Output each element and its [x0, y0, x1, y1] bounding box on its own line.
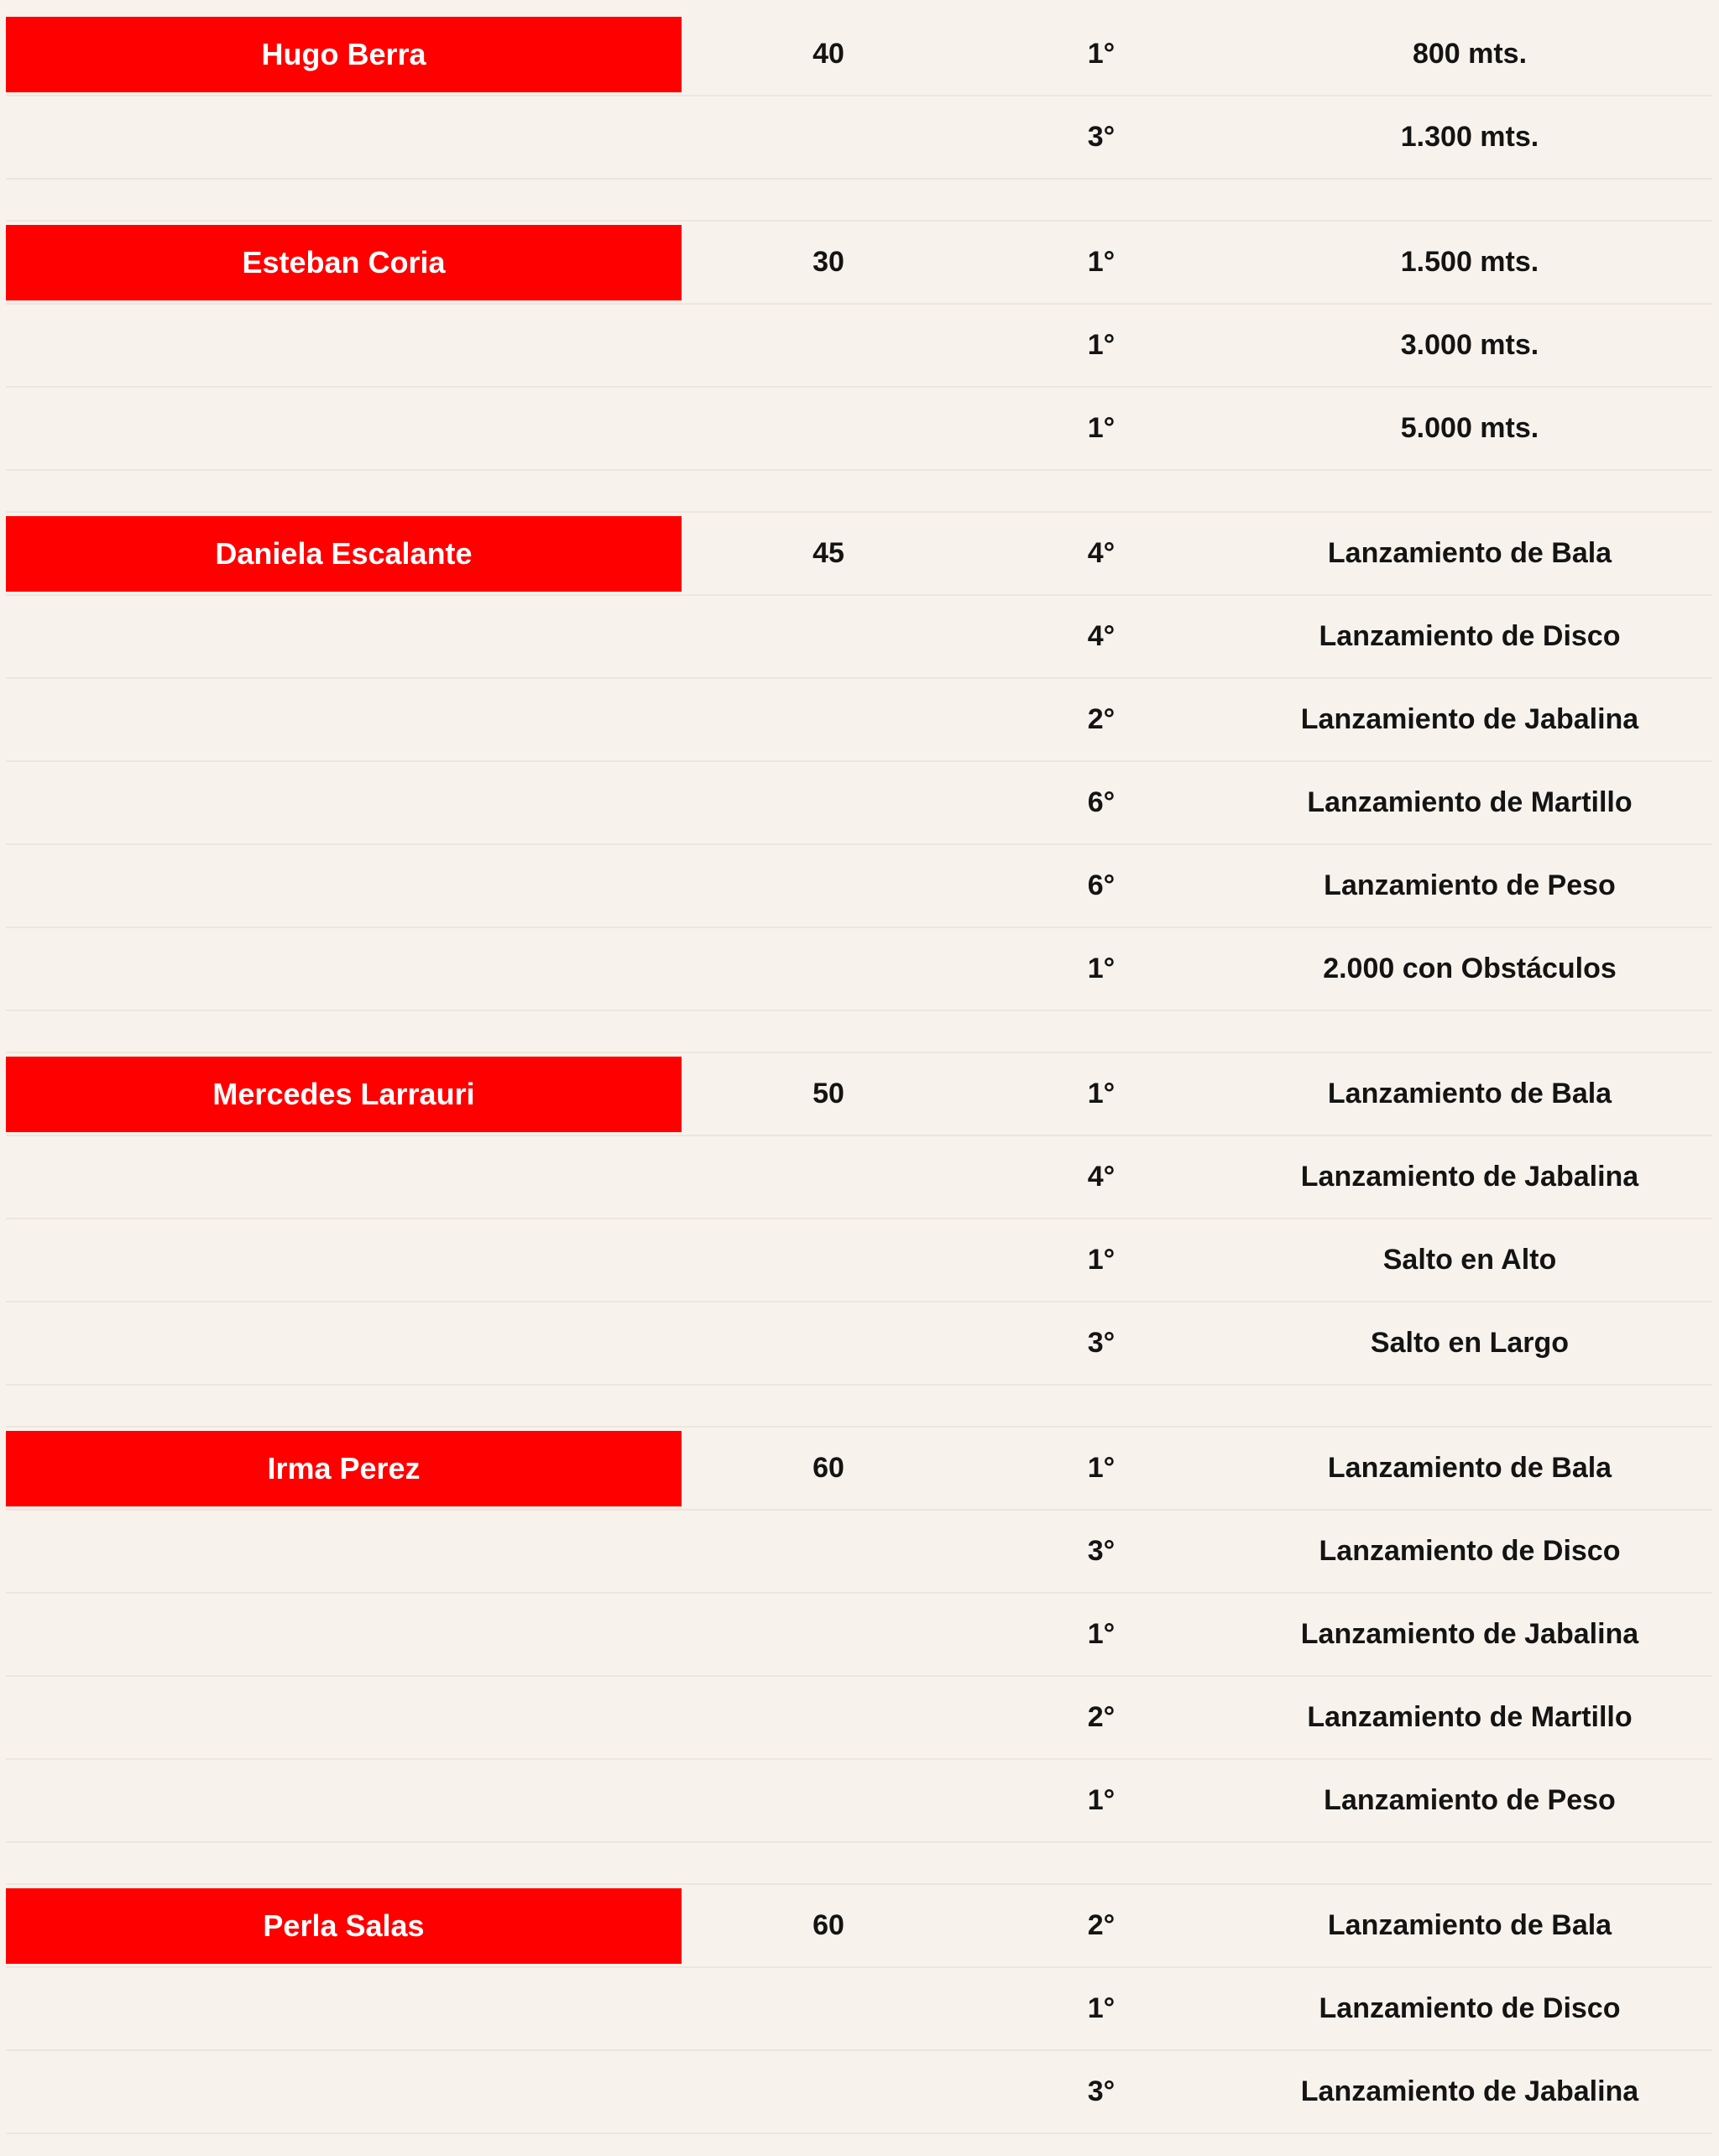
result-place: 2°: [1087, 703, 1116, 735]
empty-cell: [6, 2051, 682, 2133]
result-event: 1.500 mts.: [1400, 246, 1539, 278]
result-place: 2°: [1087, 1701, 1116, 1733]
empty-cell: [6, 1302, 682, 1384]
athlete-group: [6, 1053, 1712, 1428]
empty-cell: [6, 928, 682, 1010]
empty-cell: [682, 1219, 975, 1301]
result-event: Lanzamiento de Bala: [1327, 1078, 1612, 1109]
empty-cell: [682, 305, 975, 386]
empty-cell: [682, 596, 975, 677]
result-place: 1°: [1087, 329, 1116, 361]
empty-cell: [6, 1219, 682, 1301]
result-place: 3°: [1087, 2075, 1116, 2107]
athlete-name-cell: [6, 1053, 682, 1135]
empty-cell: [6, 596, 682, 677]
table-row: [6, 1511, 1712, 1594]
athlete-group: [6, 1428, 1712, 1885]
table-row: [6, 1136, 1712, 1219]
athlete-group: [6, 1885, 1712, 2134]
group-spacer: [6, 1386, 1712, 1428]
result-event: Lanzamiento de Bala: [1327, 537, 1612, 569]
athlete-name: Hugo Berra: [6, 17, 682, 92]
empty-cell: [6, 1968, 682, 2049]
athlete-category: 60: [812, 1909, 844, 1941]
athlete-name: Esteban Coria: [6, 225, 682, 300]
result-place: 2°: [1087, 1909, 1116, 1941]
result-event: Salto en Alto: [1382, 1244, 1557, 1276]
table-row: [6, 1594, 1712, 1677]
athlete-name-cell: [6, 222, 682, 303]
athlete-name-cell: [6, 13, 682, 95]
athlete-name: Perla Salas: [6, 1888, 682, 1964]
result-event: Lanzamiento de Disco: [1319, 620, 1621, 652]
empty-cell: [682, 1302, 975, 1384]
empty-cell: [6, 1594, 682, 1675]
empty-cell: [682, 1594, 975, 1675]
empty-cell: [6, 845, 682, 927]
result-event: Lanzamiento de Peso: [1324, 1784, 1616, 1816]
table-row: [6, 13, 1712, 97]
table-row: [6, 97, 1712, 180]
result-place: 3°: [1087, 121, 1116, 153]
table-row: [6, 1968, 1712, 2051]
result-place: 1°: [1087, 1992, 1116, 2024]
empty-cell: [682, 2051, 975, 2133]
result-place: 6°: [1087, 869, 1116, 901]
result-place: 4°: [1087, 537, 1116, 569]
result-event: Lanzamiento de Jabalina: [1300, 703, 1639, 735]
empty-cell: [682, 1511, 975, 1592]
athlete-name: Irma Perez: [6, 1431, 682, 1506]
table-row: [6, 2051, 1712, 2134]
athlete-category: 60: [812, 1452, 844, 1484]
result-place: 1°: [1087, 1618, 1116, 1650]
empty-cell: [6, 97, 682, 178]
result-event: Lanzamiento de Martillo: [1307, 786, 1633, 818]
result-event: Lanzamiento de Bala: [1327, 1452, 1612, 1484]
athlete-group: [6, 513, 1712, 1053]
athlete-group: [6, 222, 1712, 513]
result-place: 4°: [1087, 1161, 1116, 1193]
empty-cell: [682, 1968, 975, 2049]
result-place: 1°: [1087, 953, 1116, 984]
result-event: 2.000 con Obstáculos: [1323, 953, 1617, 984]
results-table: [6, 13, 1712, 2134]
result-event: 1.300 mts.: [1400, 121, 1539, 153]
empty-cell: [6, 762, 682, 843]
result-event: Lanzamiento de Disco: [1319, 1992, 1621, 2024]
table-row: [6, 1219, 1712, 1302]
result-place: 6°: [1087, 786, 1116, 818]
table-row: [6, 1302, 1712, 1386]
empty-cell: [682, 97, 975, 178]
athlete-category: 40: [812, 38, 844, 70]
result-event: Lanzamiento de Jabalina: [1300, 1161, 1639, 1193]
athlete-name: Daniela Escalante: [6, 516, 682, 592]
result-event: Lanzamiento de Martillo: [1307, 1701, 1633, 1733]
result-event: 3.000 mts.: [1400, 329, 1539, 361]
result-place: 4°: [1087, 620, 1116, 652]
athlete-name-cell: [6, 513, 682, 594]
result-place: 1°: [1087, 1244, 1116, 1276]
empty-cell: [682, 388, 975, 469]
result-event: 800 mts.: [1412, 38, 1528, 70]
result-place: 1°: [1087, 246, 1116, 278]
athlete-name-cell: [6, 1428, 682, 1509]
table-row: [6, 596, 1712, 679]
result-place: 3°: [1087, 1327, 1116, 1359]
result-event: Lanzamiento de Jabalina: [1300, 2075, 1639, 2107]
athlete-category: 45: [812, 537, 844, 569]
empty-cell: [6, 388, 682, 469]
empty-cell: [682, 1677, 975, 1758]
result-place: 1°: [1087, 1784, 1116, 1816]
table-row: [6, 388, 1712, 471]
result-place: 1°: [1087, 38, 1116, 70]
empty-cell: [682, 845, 975, 927]
result-event: 5.000 mts.: [1400, 412, 1539, 444]
table-row: [6, 762, 1712, 845]
result-place: 1°: [1087, 1452, 1116, 1484]
table-row: [6, 1760, 1712, 1843]
athlete-group: [6, 13, 1712, 222]
result-event: Lanzamiento de Jabalina: [1300, 1618, 1639, 1650]
empty-cell: [6, 1677, 682, 1758]
athlete-category: 50: [812, 1078, 844, 1109]
empty-cell: [6, 305, 682, 386]
empty-cell: [682, 1760, 975, 1841]
result-event: Salto en Largo: [1370, 1327, 1570, 1359]
table-row: [6, 845, 1712, 928]
result-place: 1°: [1087, 1078, 1116, 1109]
athlete-category: 30: [812, 246, 844, 278]
empty-cell: [6, 1136, 682, 1218]
empty-cell: [6, 679, 682, 760]
table-row: [6, 1677, 1712, 1760]
empty-cell: [6, 1511, 682, 1592]
empty-cell: [682, 1136, 975, 1218]
table-row: [6, 1428, 1712, 1511]
table-row: [6, 305, 1712, 388]
athlete-name: Mercedes Larrauri: [6, 1057, 682, 1132]
result-event: Lanzamiento de Disco: [1319, 1535, 1621, 1567]
table-row: [6, 1053, 1712, 1136]
group-spacer: [6, 1843, 1712, 1885]
result-place: 1°: [1087, 412, 1116, 444]
result-event: Lanzamiento de Bala: [1327, 1909, 1612, 1941]
group-spacer: [6, 1011, 1712, 1053]
table-row: [6, 222, 1712, 305]
table-row: [6, 928, 1712, 1011]
empty-cell: [682, 679, 975, 760]
group-spacer: [6, 180, 1712, 222]
result-event: Lanzamiento de Peso: [1324, 869, 1616, 901]
empty-cell: [682, 928, 975, 1010]
table-row: [6, 679, 1712, 762]
table-row: [6, 513, 1712, 596]
athlete-name-cell: [6, 1885, 682, 1966]
empty-cell: [6, 1760, 682, 1841]
result-place: 3°: [1087, 1535, 1116, 1567]
table-row: [6, 1885, 1712, 1968]
group-spacer: [6, 471, 1712, 513]
empty-cell: [682, 762, 975, 843]
